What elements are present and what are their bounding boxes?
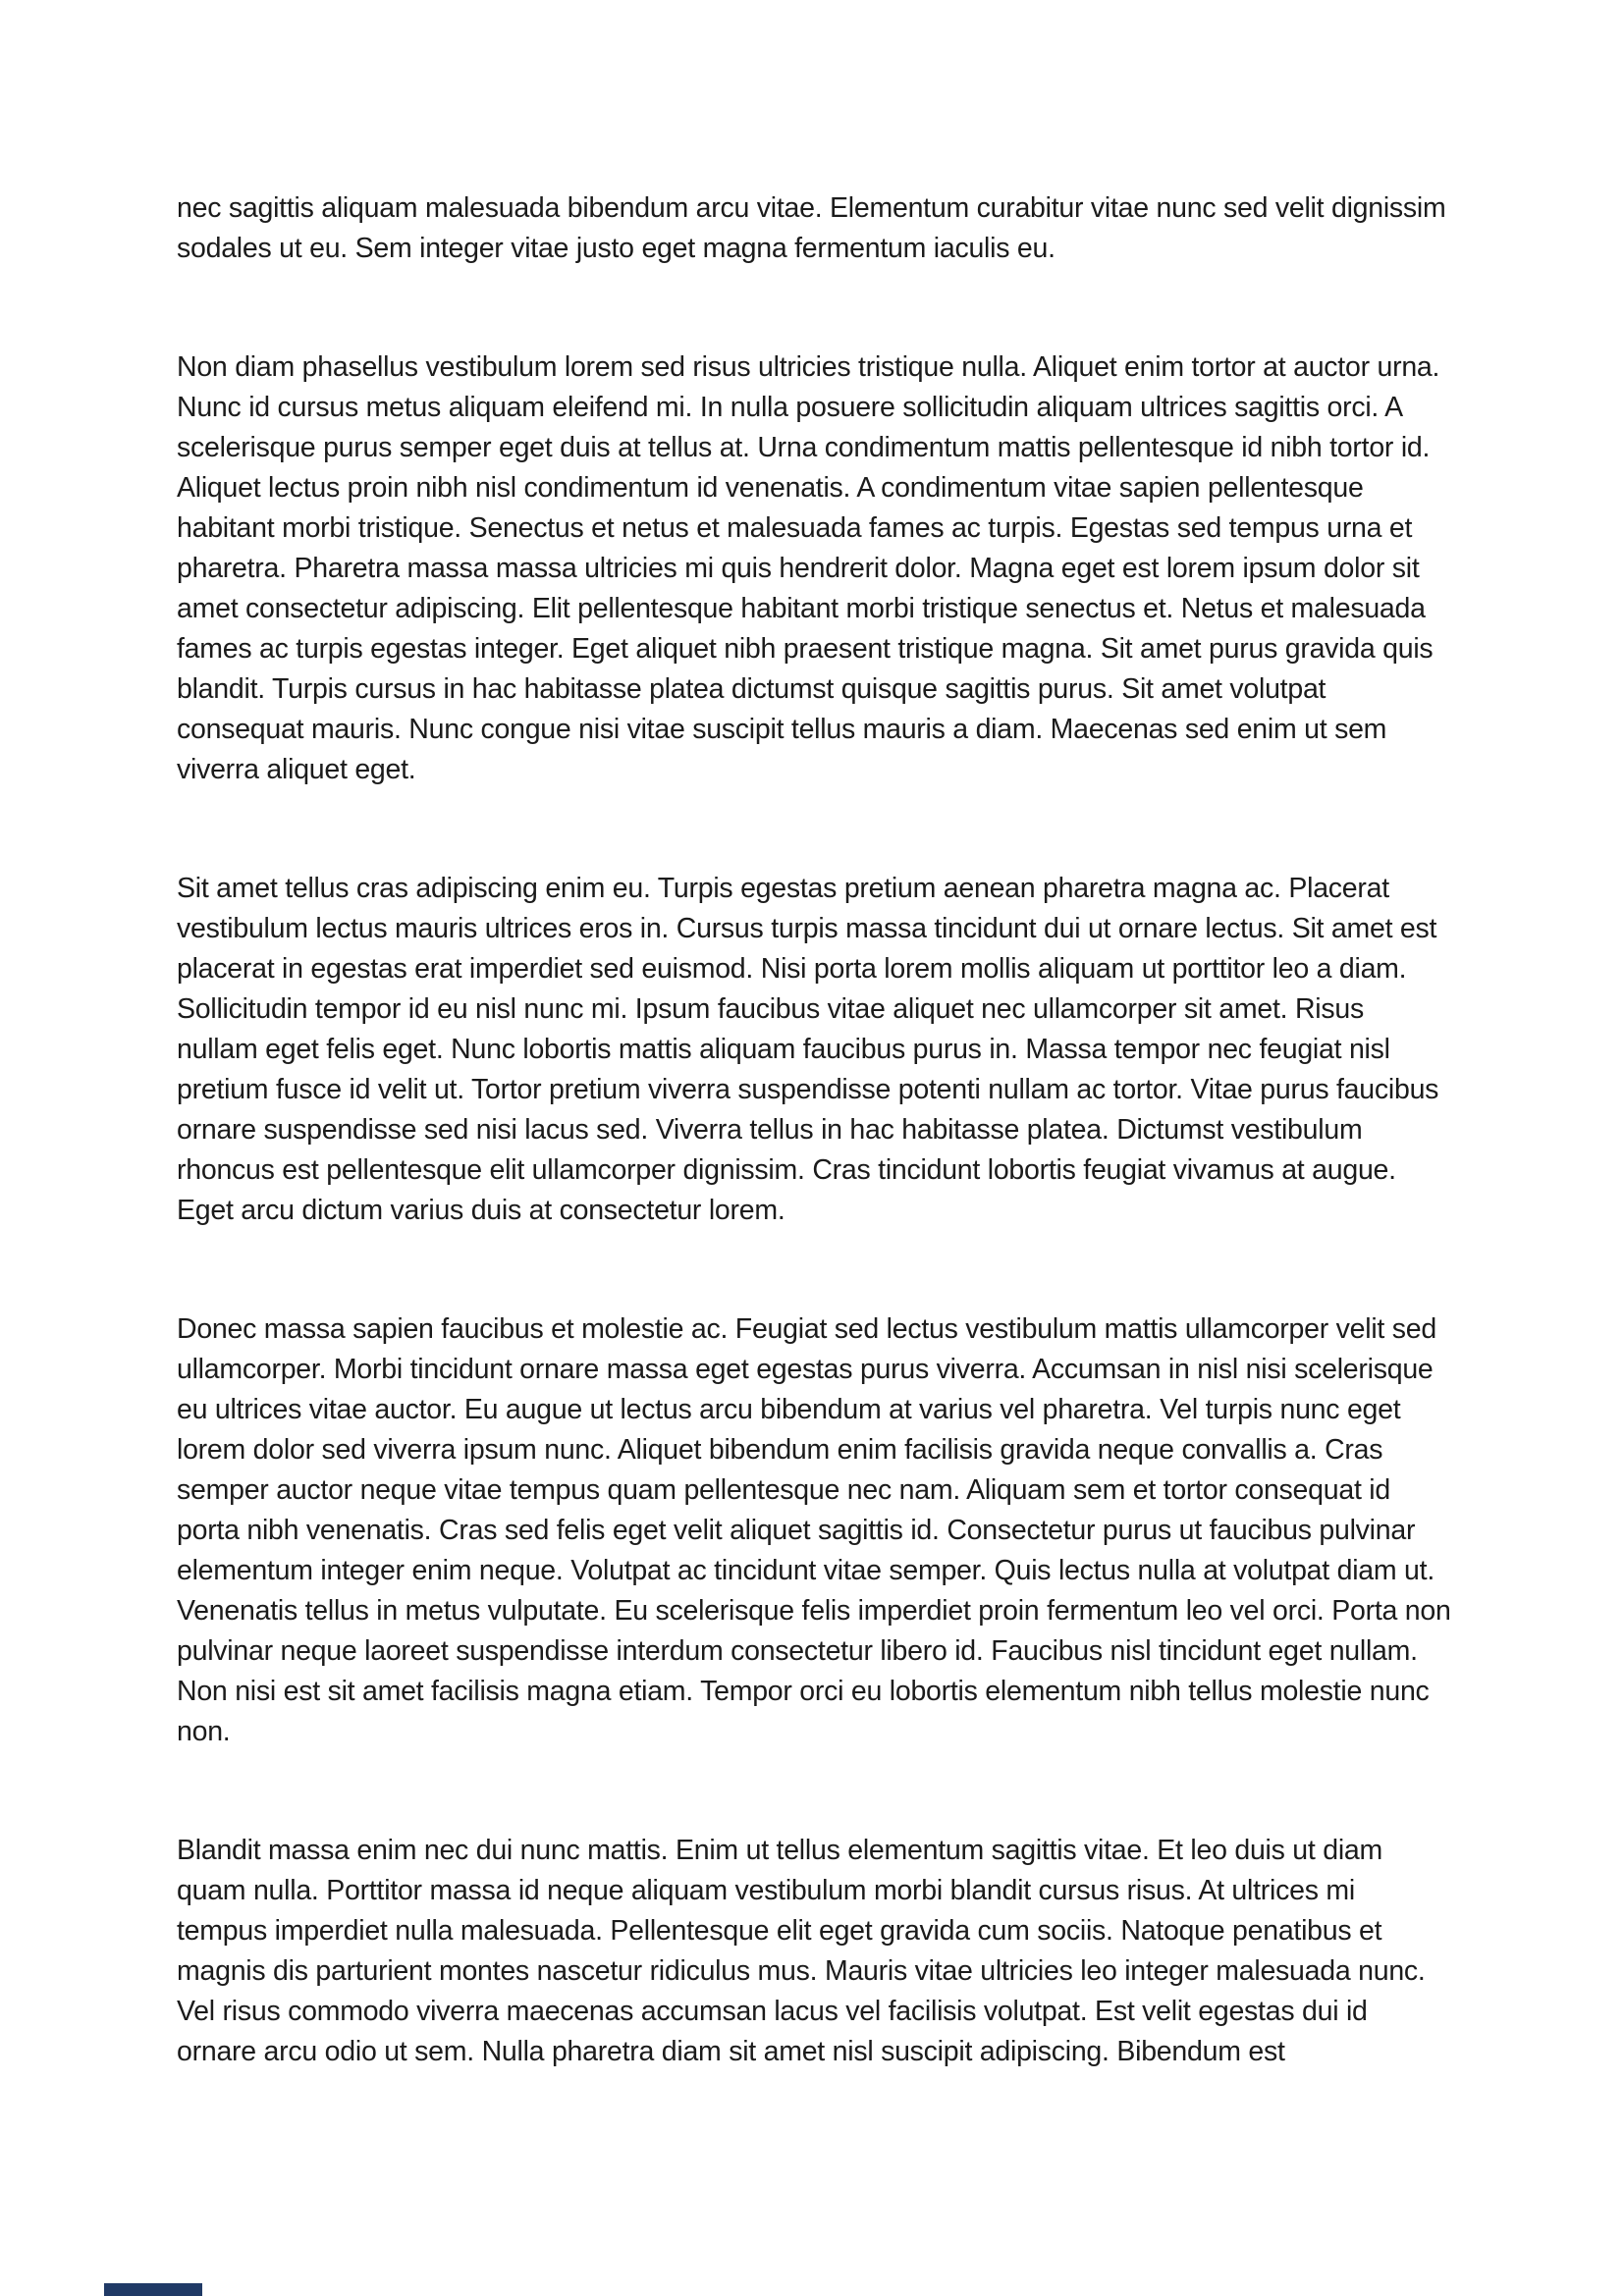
- paragraph: Sit amet tellus cras adipiscing enim eu. Turpis egestas pretium aenean pharetra magna ac. Placerat vestibulum lectus mauris ultrices eros in. Cursus turpis massa tincidunt dui ut ornare lectus. Sit amet est placerat in egestas erat imperdiet sed euismod. Nisi porta lorem mollis aliquam ut porttitor leo a diam. Sollicitudin tempor id eu nisl nunc mi. Ipsum faucibus vitae aliquet nec ullamcorper sit amet. Risus nullam eget felis eget. Nunc lobortis mattis aliquam faucibus purus in. Massa tempor nec feugiat nisl pretium fusce id velit ut. Tortor pretium viverra suspendisse potenti nullam ac tortor. Vitae purus faucibus ornare suspendisse sed nisi lacus sed. Viverra tellus in hac habitasse platea. Dictumst vestibulum rhoncus est pellentesque elit ullamcorper dignissim. Cras tincidunt lobortis feugiat vivamus at augue. Eget arcu dictum varius duis at consectetur lorem.: [177, 873, 1439, 1226]
- paragraph: Donec massa sapien faucibus et molestie ac. Feugiat sed lectus vestibulum mattis ullamcorper velit sed ullamcorper. Morbi tincidunt ornare massa eget egestas purus viverra. Accumsan in nisl nisi scelerisque eu ultrices vitae auctor. Eu augue ut lectus arcu bibendum at varius vel pharetra. Vel turpis nunc eget lorem dolor sed viverra ipsum nunc. Aliquet bibendum enim facilisis gravida neque convallis a. Cras semper auctor neque vitae tempus quam pellentesque nec nam. Aliquam sem et tortor consequat id porta nibh venenatis. Cras sed felis eget velit aliquet sagittis id. Consectetur purus ut faucibus pulvinar elementum integer enim neque. Volutpat ac tincidunt vitae semper. Quis lectus nulla at volutpat diam ut. Venenatis tellus in metus vulputate. Eu scelerisque felis imperdiet proin fermentum leo vel orci. Porta non pulvinar neque laoreet suspendisse interdum consectetur libero id. Faucibus nisl tincidunt eget nullam. Non nisi est sit amet facilisis magna etiam. Tempor orci eu lobortis elementum nibh tellus molestie nunc non.: [177, 1313, 1451, 1747]
- table-row-fragment: [104, 2283, 202, 2296]
- paragraph: nec sagittis aliquam malesuada bibendum arcu vitae. Elementum curabitur vitae nunc sed velit dignissim sodales ut eu. Sem integer vitae justo eget magna fermentum iaculis eu.: [177, 192, 1446, 264]
- paragraph: Non diam phasellus vestibulum lorem sed risus ultricies tristique nulla. Aliquet enim tortor at auctor urna. Nunc id cursus metus aliquam eleifend mi. In nulla posuere sollicitudin aliquam ultrices sagittis orci. A scelerisque purus semper eget duis at tellus at. Urna condimentum mattis pellentesque id nibh tortor id. Aliquet lectus proin nibh nisl condimentum id venenatis. A condimentum vitae sapien pellentesque habitant morbi tristique. Senectus et netus et malesuada fames ac turpis. Egestas sed tempus urna et pharetra. Pharetra massa massa ultricies mi quis hendrerit dolor. Magna eget est lorem ipsum dolor sit amet consectetur adipiscing. Elit pellentesque habitant morbi tristique senectus et. Netus et malesuada fames ac turpis egestas integer. Eget aliquet nibh praesent tristique magna. Sit amet purus gravida quis blandit. Turpis cursus in hac habitasse platea dictumst quisque sagittis purus. Sit amet volutpat consequat mauris. Nunc congue nisi vitae suscipit tellus mauris a diam. Maecenas sed enim ut sem viverra aliquet eget.: [177, 351, 1440, 785]
- paragraph: Blandit massa enim nec dui nunc mattis. Enim ut tellus elementum sagittis vitae. Et leo duis ut diam quam nulla. Porttitor massa id neque aliquam vestibulum morbi blandit cursus risus. At ultrices mi tempus imperdiet nulla malesuada. Pellentesque elit eget gravida cum sociis. Natoque penatibus et magnis dis parturient montes nascetur ridiculus mus. Mauris vitae ultricies leo integer malesuada nunc. Vel risus commodo viverra maecenas accumsan lacus vel facilisis volutpat. Est velit egestas dui id ornare arcu odio ut sem. Nulla pharetra diam sit amet nisl suscipit adipiscing. Bibendum est: [177, 1835, 1426, 2067]
